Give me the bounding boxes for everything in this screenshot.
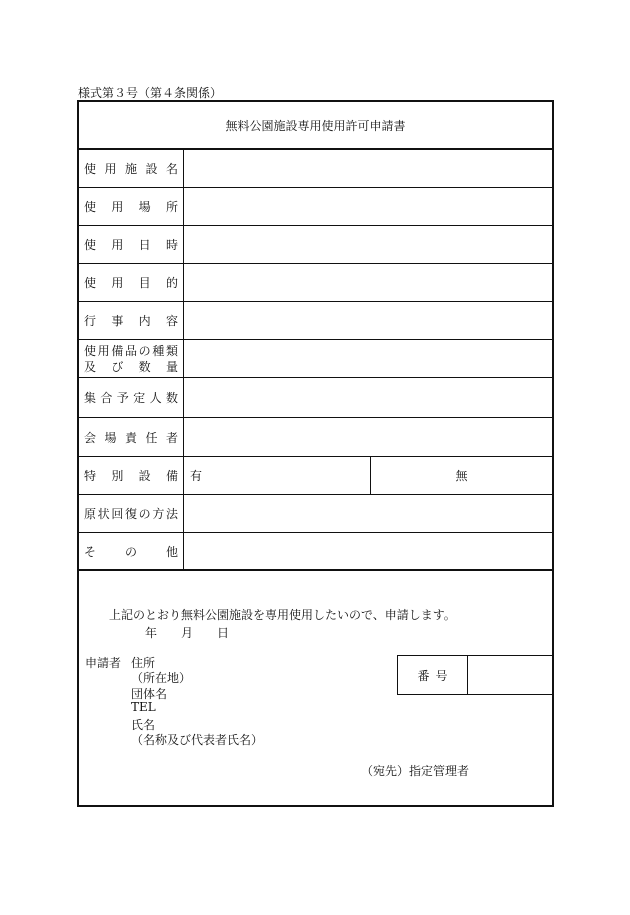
label-facility: 使用施設名 bbox=[79, 150, 184, 187]
field-event[interactable] bbox=[184, 302, 552, 339]
field-datetime[interactable] bbox=[184, 226, 552, 263]
row-datetime bbox=[79, 226, 552, 264]
row-manager bbox=[79, 418, 552, 457]
special-equipment-yes[interactable]: 有 bbox=[190, 469, 203, 483]
applicant-label: 申請者 bbox=[85, 656, 122, 670]
applicant-address-note: （所在地） bbox=[131, 671, 192, 685]
number-box bbox=[397, 655, 553, 695]
application-form bbox=[77, 100, 554, 807]
row-special-equipment bbox=[79, 457, 552, 495]
row-purpose bbox=[79, 264, 552, 302]
field-place[interactable] bbox=[184, 188, 552, 225]
field-purpose[interactable] bbox=[184, 264, 552, 301]
field-attendees[interactable] bbox=[184, 378, 552, 417]
application-date[interactable]: 年 月 日 bbox=[145, 626, 230, 640]
number-label: 番号 bbox=[398, 656, 468, 694]
label-datetime: 使用日時 bbox=[79, 226, 184, 263]
row-attendees bbox=[79, 378, 552, 418]
row-equipment bbox=[79, 340, 552, 378]
field-other[interactable] bbox=[184, 533, 552, 569]
applicant-group-label: 団体名 bbox=[131, 687, 168, 701]
label-equipment: 使用備品の種類 及び数量 bbox=[79, 340, 184, 377]
label-restoration: 原状回復の方法 bbox=[79, 495, 184, 532]
field-special-equipment bbox=[184, 457, 552, 494]
field-restoration[interactable] bbox=[184, 495, 552, 532]
applicant-name-label: 氏名 bbox=[131, 718, 156, 732]
row-restoration bbox=[79, 495, 552, 533]
applicant-name-note: （名称及び代表者氏名） bbox=[131, 733, 264, 747]
row-other bbox=[79, 533, 552, 571]
label-other: その他 bbox=[79, 533, 184, 569]
row-facility bbox=[79, 150, 552, 188]
addressee: （宛先）指定管理者 bbox=[361, 764, 470, 778]
label-special-equipment: 特別設備 bbox=[79, 457, 184, 494]
form-title: 無料公園施設専用使用許可申請書 bbox=[79, 102, 552, 150]
applicant-tel-label: TEL bbox=[131, 700, 156, 714]
field-facility[interactable] bbox=[184, 150, 552, 187]
label-purpose: 使用目的 bbox=[79, 264, 184, 301]
label-event: 行事内容 bbox=[79, 302, 184, 339]
field-manager[interactable] bbox=[184, 418, 552, 456]
field-equipment[interactable] bbox=[184, 340, 552, 377]
special-equipment-no[interactable]: 無 bbox=[455, 469, 468, 483]
row-event bbox=[79, 302, 552, 340]
label-attendees: 集合予定人数 bbox=[79, 378, 184, 417]
number-field[interactable] bbox=[468, 656, 552, 694]
applicant-address-label: 住所 bbox=[131, 656, 156, 670]
row-place bbox=[79, 188, 552, 226]
label-place: 使用場所 bbox=[79, 188, 184, 225]
application-statement: 上記のとおり無料公園施設を専用使用したいので、申請します。 bbox=[109, 608, 456, 622]
label-manager: 会場責任者 bbox=[79, 418, 184, 456]
form-reference: 様式第３号（第４条関係） bbox=[78, 86, 223, 100]
